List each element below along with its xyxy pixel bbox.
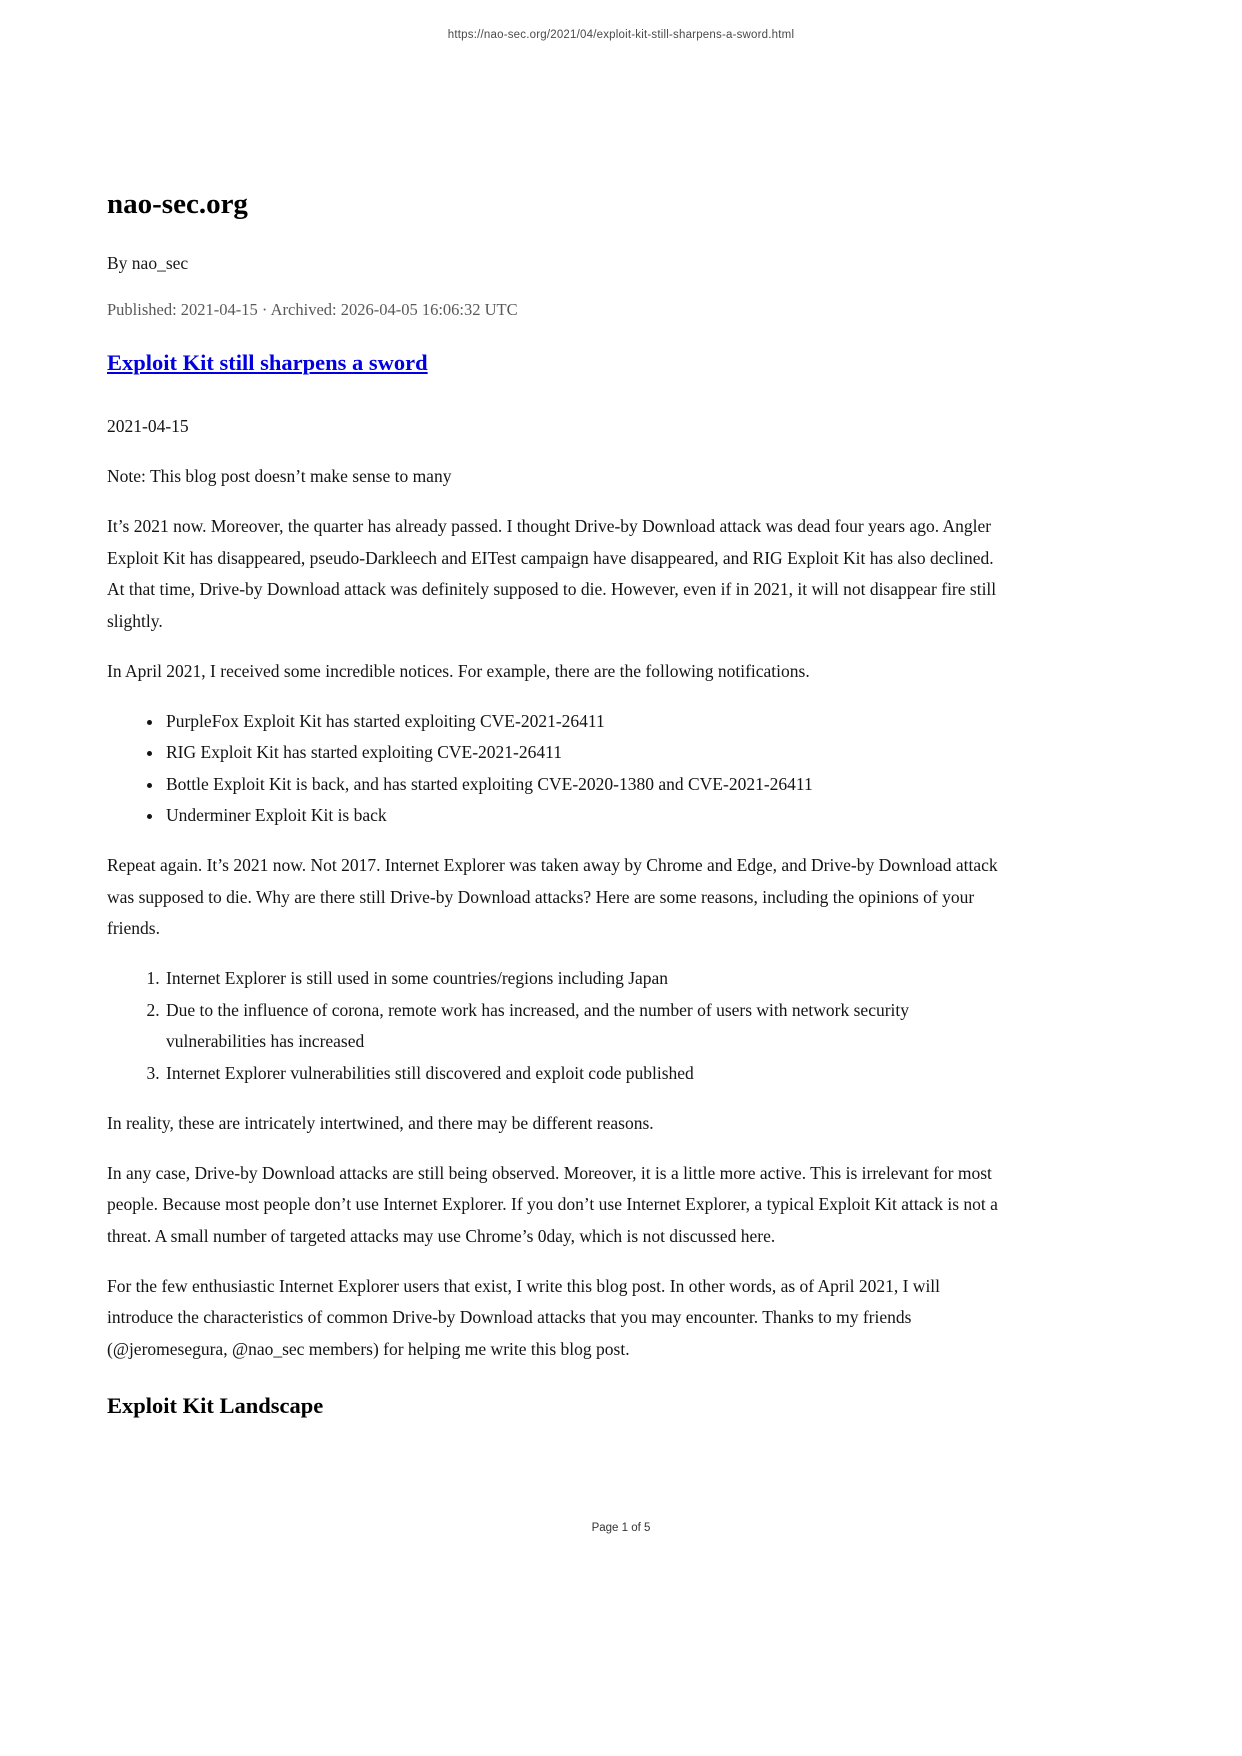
paragraph-anycase: In any case, Drive-by Download attacks are still being observed. Moreover, it is a little more active. This is irrelevant for most people. Because most people don’t use Internet Explorer. If you don’t use Internet Explorer, a typical Exploit Kit attack is not a threat. A small number of targeted attacks may use Chrome’s 0day, which is not discussed here.	[107, 1162, 998, 1246]
numbered-item: 2. Due to the influence of corona, remote work has increased, and the number of users with network security vulnerabilities has increased	[164, 995, 1002, 1058]
page-number-footer: Page 1 of 5	[591, 1522, 651, 1534]
paragraph-repeat: Repeat again. It’s 2021 now. Not 2017. Internet Explorer was taken away by Chrome and Edge, and Drive-by Download attack was supposed to die. Why are there still Drive-by Download attacks? Here are some reasons, including the opinions of your friends.	[107, 855, 998, 938]
post-title	[107, 350, 1002, 377]
reasons-numbered-list	[164, 963, 1002, 1089]
paragraph-enthusiastic: For the few enthusiastic Internet Explorer users that exist, I write this blog post. In other words, as of April 2021, I will introduce the characteristics of common Drive-by Download attacks that you may encounter. Thanks to my friends (@jeromesegura, @nao_sec members) for helping me write this blog post.	[107, 1275, 941, 1359]
paragraph-april-notices: In April 2021, I received some incredible notices. For example, there are the following notifications.	[107, 660, 810, 681]
numbered-item: 3. Internet Explorer vulnerabilities still discovered and exploit code published	[164, 1058, 1002, 1090]
bullet-item: • Bottle Exploit Kit is back, and has started exploiting CVE-2020-1380 and CVE-2021-26411	[164, 769, 1002, 801]
bullet-item: • Underminer Exploit Kit is back	[164, 800, 1002, 832]
paragraph-intro: It’s 2021 now. Moreover, the quarter has already passed. I thought Drive-by Download attack was dead four years ago. Angler Exploit Kit has disappeared, pseudo-Darkleech and EITest campaign have disappeared, and RIG Exploit Kit has also declined. At that time, Drive-by Download attack was definitely supposed to die. However, even if in 2021, it will not disappear fire still slightly.	[107, 516, 997, 631]
print-header-url: https://nao-sec.org/2021/04/exploit-kit-still-sharpens-a-sword.html	[447, 29, 795, 41]
site-title: nao-sec.org	[107, 188, 248, 220]
post-date: 2021-04-15	[107, 416, 189, 436]
section-heading-exploit-kit-landscape: Exploit Kit Landscape	[107, 1393, 324, 1418]
bullet-item: • RIG Exploit Kit has started exploiting CVE-2021-26411	[164, 737, 1002, 769]
numbered-item: 1. Internet Explorer is still used in some countries/regions including Japan	[164, 963, 1002, 995]
byline: By nao_sec	[107, 253, 189, 273]
note-paragraph: Note: This blog post doesn’t make sense to many	[107, 466, 452, 486]
exploit-kit-bullet-list	[164, 706, 1002, 832]
article-content	[107, 188, 1002, 1419]
bullet-item: • PurpleFox Exploit Kit has started exploiting CVE-2021-26411	[164, 706, 1002, 738]
post-title-link[interactable]: Exploit Kit still sharpens a sword	[107, 350, 428, 375]
publish-archive-meta: Published: 2021-04-15 · Archived: 2026-04-05 16:06:32 UTC	[107, 300, 518, 319]
paragraph-reality: In reality, these are intricately intertwined, and there may be different reasons.	[107, 1112, 654, 1133]
